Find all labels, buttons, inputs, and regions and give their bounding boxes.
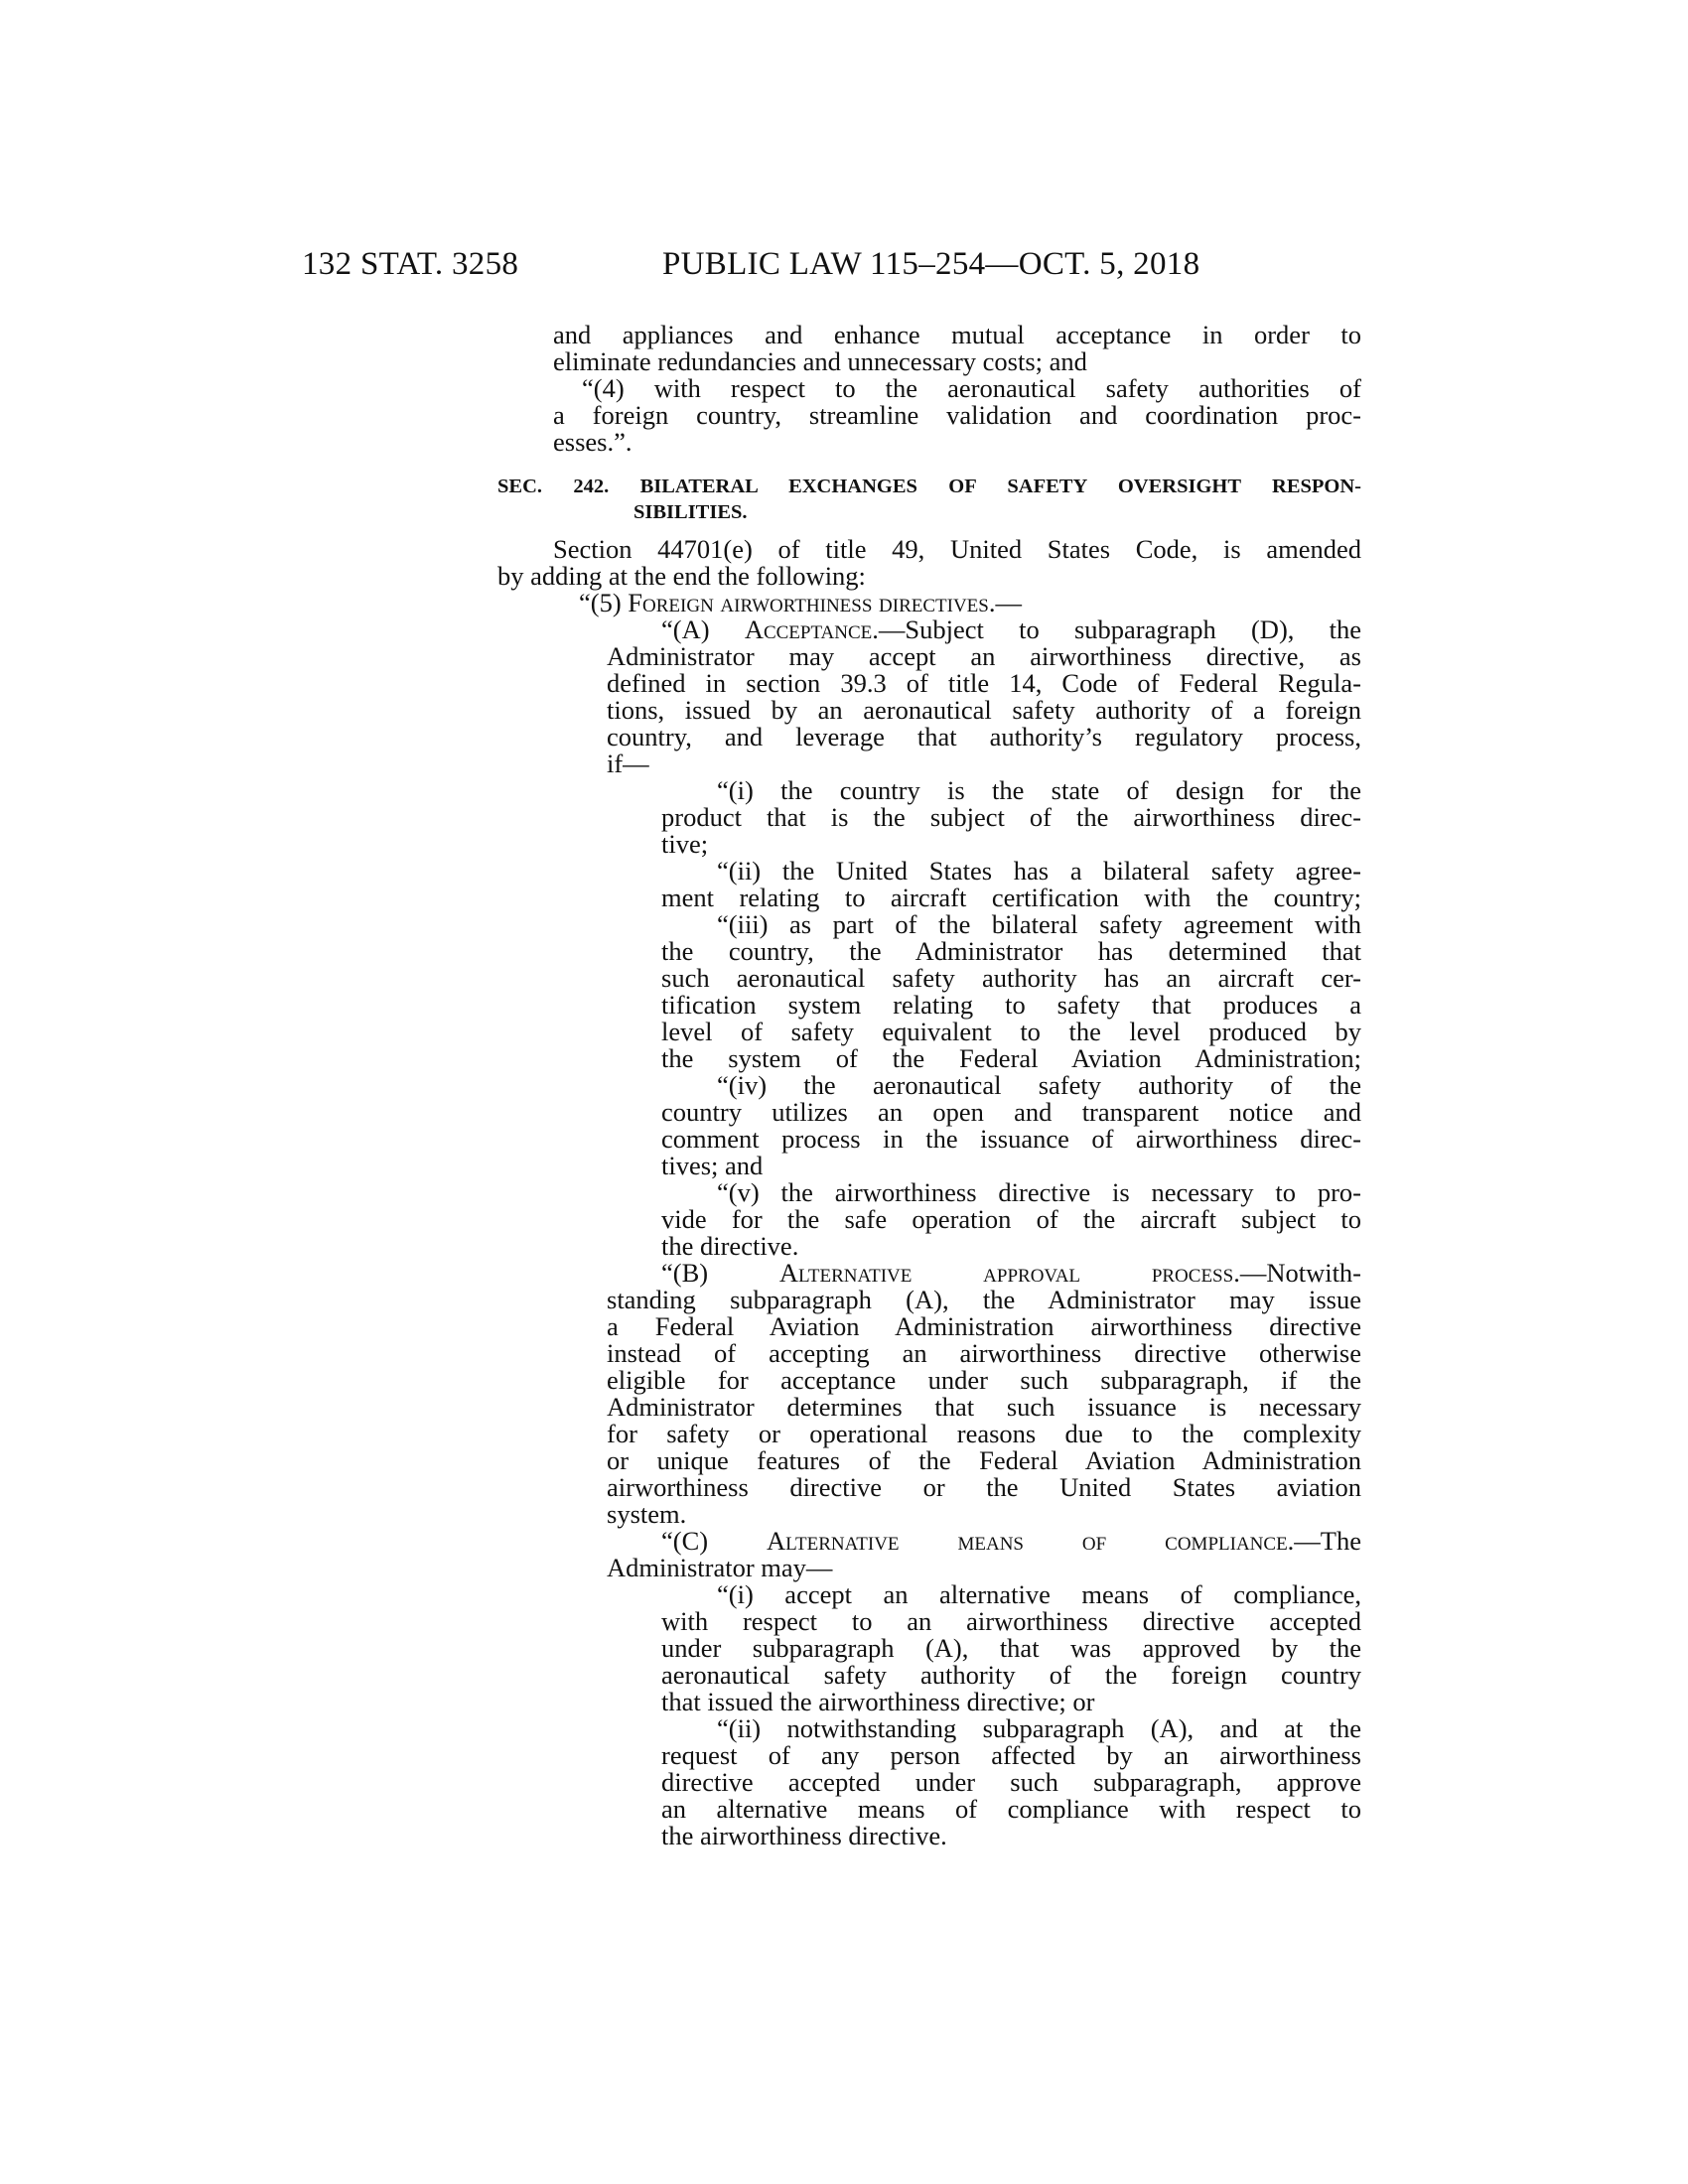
clause-i-line: product that is the subject of the airworthiness direc- (661, 802, 1361, 832)
paragraph-4-line: “(4) with respect to the aeronautical safety authorities of (582, 373, 1361, 403)
clause-v-line: “(v) the airworthiness directive is necessary to pro- (717, 1177, 1361, 1207)
subparagraph-a-text: .—Subject to subparagraph (D), the (872, 614, 1362, 644)
clause-iv-line: comment process in the issuance of airworthiness direc- (661, 1124, 1361, 1154)
clause-iii-line: such aeronautical safety authority has an aircraft cer- (661, 963, 1361, 993)
subparagraph-b-line: Administrator determines that such issuance is necessary (607, 1392, 1361, 1422)
subparagraph-b-text: .—Notwith- (1233, 1258, 1361, 1288)
subparagraph-a-line: country, and leverage that authority’s regulatory process, (607, 722, 1361, 751)
clause-iii-line: level of safety equivalent to the level produced by (661, 1017, 1361, 1046)
clause-i-line: “(i) the country is the state of design for the (717, 775, 1361, 805)
subparagraph-b-line: airworthiness directive or the United States aviation (607, 1472, 1361, 1502)
subparagraph-b-line: instead of accepting an airworthiness directive otherwise (607, 1338, 1361, 1368)
clause-v-line: the directive. (661, 1231, 799, 1261)
clause-iii-line: the system of the Federal Aviation Administration; (661, 1043, 1361, 1073)
section-intro-line: by adding at the end the following: (497, 561, 866, 591)
paragraph-4-line: esses.”. (553, 427, 633, 457)
subparagraph-a-line: tions, issued by an aeronautical safety authority of a foreign (607, 695, 1361, 725)
clause-iii-line: tification system relating to safety that produces a (661, 990, 1361, 1020)
subparagraph-b-line: system. (607, 1499, 687, 1529)
subparagraph-b-line: eligible for acceptance under such subparagraph, if the (607, 1365, 1361, 1395)
section-heading: SEC. 242. BILATERAL EXCHANGES OF SAFETY OVERSIGHT RESPON- (497, 476, 1361, 497)
clause-v-line: vide for the safe operation of the aircraft subject to (661, 1204, 1361, 1234)
paragraph-5-dash: .— (988, 588, 1022, 617)
subparagraph-b-title: Alternative approval process (778, 1258, 1234, 1288)
clause-c-i-line: that issued the airworthiness directive; or (661, 1687, 1095, 1716)
section-intro-line: Section 44701(e) of title 49, United States Code, is amended (553, 534, 1361, 564)
subparagraph-c-title: Alternative means of compliance (767, 1526, 1288, 1556)
text-line: and appliances and enhance mutual acceptance in order to (553, 320, 1361, 349)
paragraph-5-heading (579, 590, 1022, 616)
subparagraph-c-number: “(C) (661, 1526, 709, 1556)
clause-c-ii-line: request of any person affected by an airworthiness (661, 1740, 1361, 1770)
clause-iii-line: the country, the Administrator has determined that (661, 936, 1361, 966)
clause-c-ii-line: the airworthiness directive. (661, 1821, 947, 1850)
clause-iv-line: “(iv) the aeronautical safety authority of the (717, 1070, 1361, 1100)
paragraph-4-line: a foreign country, streamline validation and coordination proc- (553, 400, 1361, 430)
paragraph-5-number: “(5) (579, 588, 622, 617)
clause-ii-line: “(ii) the United States has a bilateral safety agree- (717, 856, 1361, 886)
subparagraph-c-text: .—The (1287, 1526, 1361, 1556)
clause-c-i-line: under subparagraph (A), that was approved by the (661, 1633, 1361, 1663)
subparagraph-a-line: Administrator may accept an airworthiness directive, as (607, 641, 1361, 671)
page-number: 132 STAT. 3258 (302, 246, 519, 282)
clause-iv-line: tives; and (661, 1151, 764, 1180)
clause-c-i-line: “(i) accept an alternative means of compliance, (717, 1579, 1361, 1609)
subparagraph-b-line: or unique features of the Federal Aviation Administration (607, 1445, 1361, 1475)
subparagraph-a-line: defined in section 39.3 of title 14, Code of Federal Regula- (607, 668, 1361, 698)
clause-iii-line: “(iii) as part of the bilateral safety agreement with (717, 909, 1361, 939)
section-heading: SIBILITIES. (633, 501, 748, 523)
subparagraph-b-line (661, 1260, 1361, 1287)
paragraph-5-title: Foreign airworthiness directives (628, 588, 989, 617)
clause-c-i-line: with respect to an airworthiness directive accepted (661, 1606, 1361, 1636)
subparagraph-a-line (661, 616, 1361, 643)
subparagraph-a-title: Acceptance (744, 614, 873, 644)
page-header-title: PUBLIC LAW 115–254—OCT. 5, 2018 (662, 246, 1200, 282)
subparagraph-b-number: “(B) (661, 1258, 709, 1288)
clause-i-line: tive; (661, 829, 709, 859)
subparagraph-a-line: if— (607, 749, 649, 778)
clause-iv-line: country utilizes an open and transparent notice and (661, 1097, 1361, 1127)
subparagraph-b-line: standing subparagraph (A), the Administrator may issue (607, 1285, 1361, 1314)
clause-c-i-line: aeronautical safety authority of the foreign country (661, 1660, 1361, 1690)
subparagraph-c-line: Administrator may— (607, 1553, 833, 1582)
subparagraph-a-number: “(A) (661, 614, 710, 644)
clause-c-ii-line: directive accepted under such subparagraph, approve (661, 1767, 1361, 1797)
subparagraph-b-line: a Federal Aviation Administration airworthiness directive (607, 1311, 1361, 1341)
clause-c-ii-line: an alternative means of compliance with respect to (661, 1794, 1361, 1824)
subparagraph-c-line (661, 1528, 1361, 1555)
clause-c-ii-line: “(ii) notwithstanding subparagraph (A), and at the (717, 1713, 1361, 1743)
text-line: eliminate redundancies and unnecessary costs; and (553, 346, 1087, 376)
clause-ii-line: ment relating to aircraft certification with the country; (661, 883, 1361, 912)
subparagraph-b-line: for safety or operational reasons due to the complexity (607, 1419, 1361, 1448)
